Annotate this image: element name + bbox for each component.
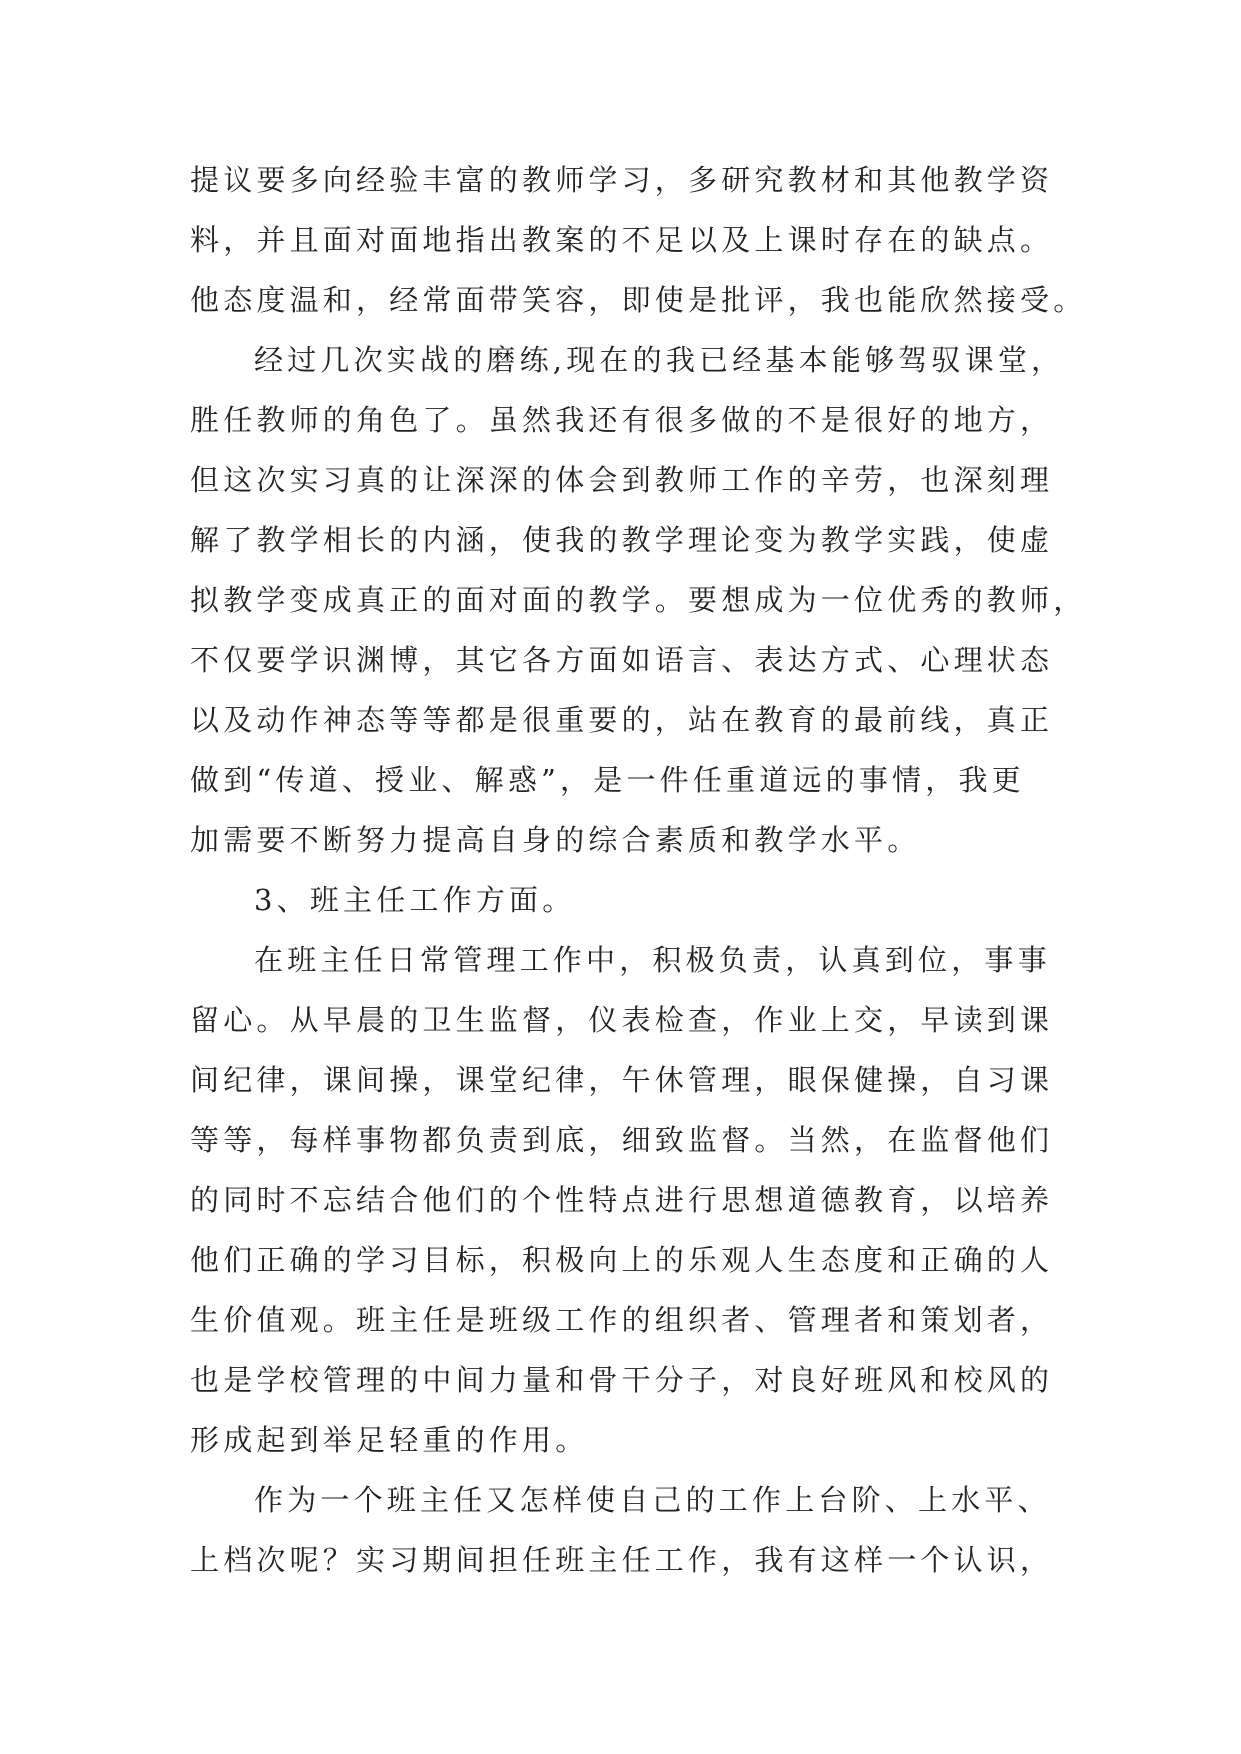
text-line: 留心。从早晨的卫生监督，仪表检查，作业上交，早读到课 xyxy=(190,1003,1054,1037)
text-line: 拟教学变成真正的面对面的教学。要想成为一位优秀的教师， xyxy=(190,583,1087,617)
paragraph-start-line: 经过几次实战的磨练,现在的我已经基本能够驾驭课堂， xyxy=(254,343,1065,377)
text-line: 提议要多向经验丰富的教师学习，多研究教材和其他教学资 xyxy=(190,163,1054,197)
paragraph-start-line: 作为一个班主任又怎样使自己的工作上台阶、上水平、 xyxy=(254,1483,1051,1517)
text-line: 间纪律，课间操，课堂纪律，午休管理，眼保健操，自习课 xyxy=(190,1063,1054,1097)
text-line: 解了教学相长的内涵，使我的教学理论变为教学实践，使虚 xyxy=(190,523,1054,557)
text-line: 生价值观。班主任是班级工作的组织者、管理者和策划者， xyxy=(190,1303,1054,1337)
paragraph-start-line: 在班主任日常管理工作中，积极负责，认真到位，事事 xyxy=(254,943,1051,977)
text-line: 形成起到举足轻重的作用。 xyxy=(190,1423,589,1457)
text-line: 加需要不断努力提高自身的综合素质和教学水平。 xyxy=(190,823,921,857)
text-line: 上档次呢？实习期间担任班主任工作，我有这样一个认识， xyxy=(190,1543,1054,1577)
text-line: 以及动作神态等等都是很重要的，站在教育的最前线，真正 xyxy=(190,703,1054,737)
body-text xyxy=(190,150,1087,1590)
section-heading: 3、班主任工作方面。 xyxy=(254,883,576,917)
text-line: 他态度温和，经常面带笑容，即使是批评，我也能欣然接受。 xyxy=(190,283,1087,317)
text-line: 也是学校管理的中间力量和骨干分子，对良好班风和校风的 xyxy=(190,1363,1054,1397)
text-line: 料，并且面对面地指出教案的不足以及上课时存在的缺点。 xyxy=(190,223,1054,257)
text-line: 等等，每样事物都负责到底，细致监督。当然，在监督他们 xyxy=(190,1123,1054,1157)
text-line: 但这次实习真的让深深的体会到教师工作的辛劳，也深刻理 xyxy=(190,463,1054,497)
text-line: 他们正确的学习目标，积极向上的乐观人生态度和正确的人 xyxy=(190,1243,1054,1277)
text-line: 做到“传道、授业、解惑”，是一件任重道远的事情，我更 xyxy=(190,763,1025,797)
text-line: 不仅要学识渊博，其它各方面如语言、表达方式、心理状态 xyxy=(190,643,1054,677)
text-line: 的同时不忘结合他们的个性特点进行思想道德教育，以培养 xyxy=(190,1183,1054,1217)
text-line: 胜任教师的角色了。虽然我还有很多做的不是很好的地方， xyxy=(190,403,1054,437)
